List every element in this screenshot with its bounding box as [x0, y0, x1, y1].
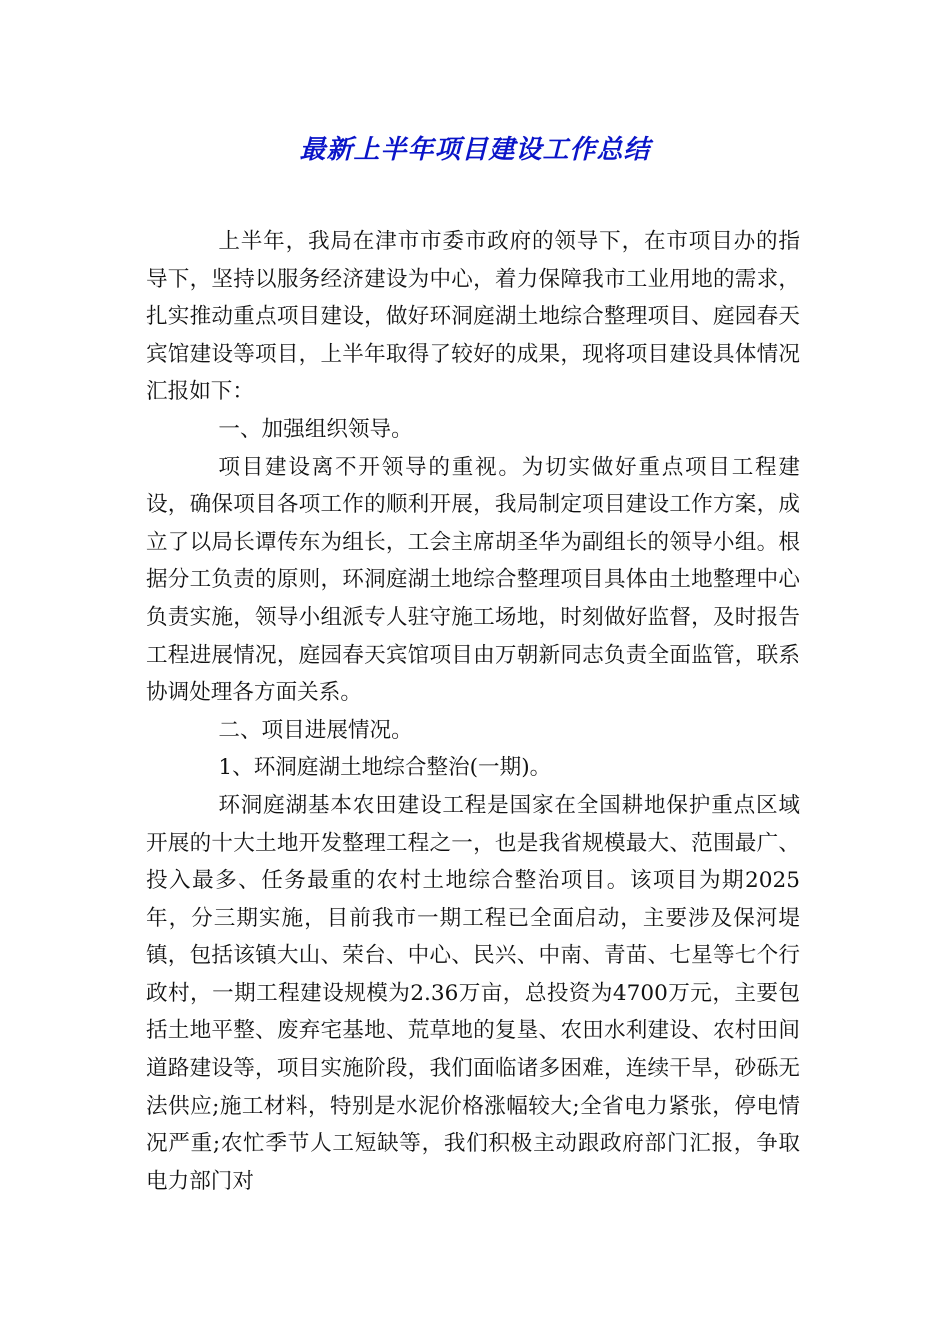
- subsection-heading-1: 1、环洞庭湖土地综合整治(一期)。: [218, 755, 552, 781]
- paragraph-project-detail: 环洞庭湖基本农田建设工程是国家在全国耕地保护重点区域开展的十大土地开发整理工程之一，也是我省规模最大、范围最广、投入最多、任务最重的农村土地综合整治项目。该项目为期2025年，分三期实施，目前我市一期工程已全面启动，主要涉及保河堤镇，包括该镇大山、荣台、中心、民兴、中南、青苗、七星等七个行政村，一期工程建设规模为2.36万亩，总投资为4700万元，主要包括土地平整、废弃宅基地、荒草地的复垦、农田水利建设、农村田间道路建设等，项目实施阶段，我们面临诸多困难，连续干旱，砂砾无法供应;施工材料，特别是水泥价格涨幅较大;全省电力紧张，停电情况严重;农忙季节人工短缺等，我们积极主动跟政府部门汇报，争取电力部门对: [146, 792, 800, 1194]
- paragraph-intro: 上半年，我局在津市市委市政府的领导下，在市项目办的指导下，坚持以服务经济建设为中心，着力保障我市工业用地的需求，扎实推动重点项目建设，做好环洞庭湖土地综合整理项目、庭园春天宾馆建设等项目，上半年取得了较好的成果，现将项目建设具体情况汇报如下：: [146, 229, 800, 405]
- section-heading-1: 一、加强组织领导。: [218, 416, 413, 442]
- document-body: [146, 223, 800, 1200]
- paragraph-leadership: 项目建设离不开领导的重视。为切实做好重点项目工程建设，确保项目各项工作的顺利开展，我局制定项目建设工作方案，成立了以局长谭传东为组长，工会主席胡圣华为副组长的领导小组。根据分工负责的原则，环洞庭湖土地综合整理项目具体由土地整理中心负责实施，领导小组派专人驻守施工场地，时刻做好监督，及时报告工程进展情况，庭园春天宾馆项目由万朝新同志负责全面监管，联系协调处理各方面关系。: [146, 454, 800, 706]
- document-title: 最新上半年项目建设工作总结: [299, 135, 651, 165]
- section-heading-2: 二、项目进展情况。: [218, 717, 413, 743]
